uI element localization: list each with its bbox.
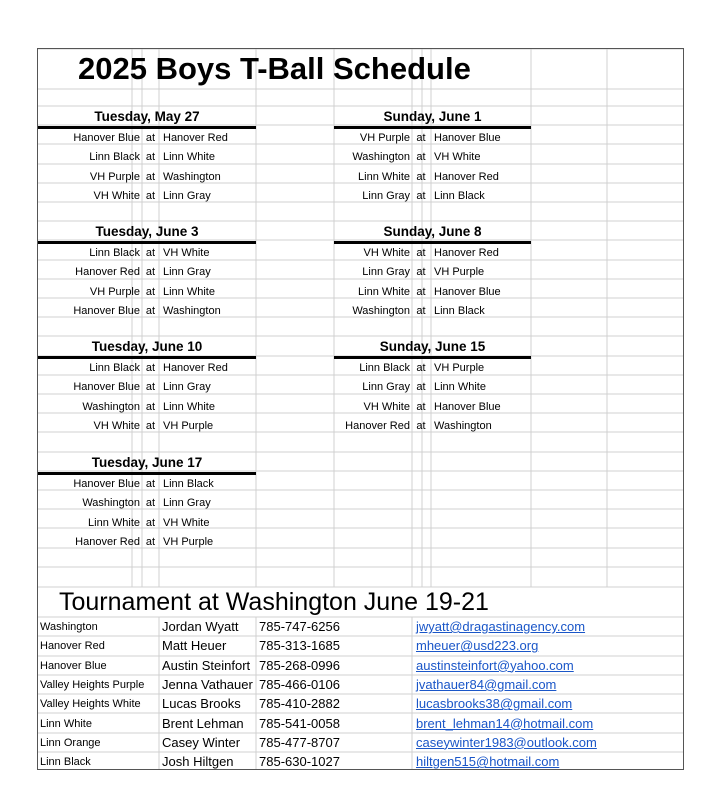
at-label: at bbox=[145, 478, 156, 490]
away-team: Linn Gray bbox=[163, 497, 211, 510]
contact-email-link[interactable]: hiltgen515@hotmail.com bbox=[416, 754, 560, 770]
contact-phone: 785-268-0996 bbox=[259, 657, 340, 673]
at-label: at bbox=[416, 400, 426, 413]
at-label: at bbox=[145, 132, 156, 144]
contact-phone: 785-747-6256 bbox=[259, 619, 340, 634]
page-title: 2025 Boys T-Ball Schedule bbox=[78, 51, 471, 86]
contact-coach: Josh Hiltgen bbox=[162, 754, 234, 770]
away-team: Linn White bbox=[434, 381, 486, 394]
at-label: at bbox=[416, 247, 426, 259]
header-underline bbox=[38, 472, 256, 475]
home-team: Hanover Blue bbox=[73, 132, 140, 144]
header-underline bbox=[38, 241, 256, 244]
home-team: VH Purple bbox=[89, 285, 140, 298]
contact-coach: Casey Winter bbox=[162, 734, 241, 750]
contact-phone: 785-313-1685 bbox=[259, 638, 340, 654]
home-team: VH White bbox=[363, 400, 410, 413]
day-header: Sunday, June 8 bbox=[383, 224, 482, 239]
tournament-title: Tournament at Washington June 19-21 bbox=[59, 588, 489, 616]
home-team: Linn White bbox=[358, 285, 410, 298]
contact-phone: 785-630-1027 bbox=[259, 754, 340, 770]
home-team: Linn Gray bbox=[362, 381, 410, 394]
at-label: at bbox=[416, 266, 426, 279]
home-team: VH White bbox=[363, 247, 410, 259]
day-header: Tuesday, June 3 bbox=[95, 224, 199, 239]
away-team: VH White bbox=[434, 151, 481, 164]
header-underline bbox=[38, 126, 256, 129]
away-team: VH Purple bbox=[434, 266, 485, 279]
at-label: at bbox=[145, 266, 156, 279]
at-label: at bbox=[416, 132, 426, 144]
away-team: Hanover Red bbox=[434, 170, 499, 183]
at-label: at bbox=[145, 247, 156, 259]
at-label: at bbox=[416, 419, 426, 432]
at-label: at bbox=[145, 304, 156, 317]
header-underline bbox=[334, 126, 531, 129]
contact-email-link[interactable]: jwyatt@dragastinagency.com bbox=[416, 619, 586, 634]
at-label: at bbox=[145, 151, 156, 164]
home-team: Linn Black bbox=[89, 362, 140, 374]
away-team: Linn White bbox=[163, 400, 215, 413]
home-team: Hanover Red bbox=[345, 419, 410, 432]
contact-coach: Austin Steinfort bbox=[162, 657, 251, 673]
contact-phone: 785-466-0106 bbox=[259, 676, 340, 692]
away-team: VH Purple bbox=[434, 362, 485, 374]
home-team: Linn White bbox=[88, 516, 140, 529]
away-team: Hanover Red bbox=[434, 247, 499, 259]
home-team: Hanover Blue bbox=[73, 304, 140, 317]
home-team: VH White bbox=[93, 419, 140, 432]
away-team: Washington bbox=[434, 419, 492, 432]
home-team: Linn Black bbox=[89, 151, 140, 164]
home-team: VH Purple bbox=[89, 170, 140, 183]
home-team: Hanover Blue bbox=[73, 381, 140, 394]
contact-coach: Lucas Brooks bbox=[162, 696, 241, 712]
home-team: Hanover Blue bbox=[73, 478, 140, 490]
day-header: Tuesday, June 17 bbox=[91, 455, 203, 470]
contact-team: Linn Orange bbox=[40, 736, 101, 749]
contact-team: Hanover Red bbox=[40, 640, 105, 653]
header-underline bbox=[334, 356, 531, 359]
away-team: VH Purple bbox=[163, 535, 214, 548]
away-team: Washington bbox=[163, 304, 221, 317]
away-team: Linn Gray bbox=[163, 381, 211, 394]
header-underline bbox=[38, 356, 256, 359]
away-team: Hanover Blue bbox=[434, 132, 501, 144]
contact-phone: 785-477-8707 bbox=[259, 734, 340, 750]
at-label: at bbox=[145, 497, 156, 510]
at-label: at bbox=[145, 285, 156, 298]
at-label: at bbox=[416, 151, 426, 164]
at-label: at bbox=[416, 381, 426, 394]
away-team: Linn Gray bbox=[163, 189, 211, 202]
at-label: at bbox=[145, 419, 156, 432]
home-team: Linn Black bbox=[359, 362, 410, 374]
at-label: at bbox=[145, 516, 156, 529]
away-team: Hanover Red bbox=[163, 132, 228, 144]
away-team: Linn White bbox=[163, 151, 215, 164]
contact-coach: Matt Heuer bbox=[162, 638, 227, 654]
away-team: Hanover Red bbox=[163, 362, 228, 374]
home-team: Washington bbox=[352, 304, 410, 317]
at-label: at bbox=[145, 381, 156, 394]
home-team: Hanover Red bbox=[75, 535, 140, 548]
contact-email-link[interactable]: caseywinter1983@outlook.com bbox=[416, 734, 597, 750]
contact-coach: Jordan Wyatt bbox=[162, 619, 239, 634]
away-team: Linn Black bbox=[434, 304, 485, 317]
away-team: Linn Black bbox=[163, 478, 214, 490]
at-label: at bbox=[416, 285, 426, 298]
home-team: Washington bbox=[352, 151, 410, 164]
home-team: Hanover Red bbox=[75, 266, 140, 279]
spreadsheet bbox=[37, 48, 684, 770]
at-label: at bbox=[416, 304, 426, 317]
away-team: Linn Gray bbox=[163, 266, 211, 279]
contact-team: Valley Heights Purple bbox=[40, 678, 145, 691]
day-header: Tuesday, May 27 bbox=[94, 109, 200, 124]
away-team: Linn White bbox=[163, 285, 215, 298]
home-team: Linn White bbox=[358, 170, 410, 183]
at-label: at bbox=[416, 170, 426, 183]
header-underline bbox=[334, 241, 531, 244]
home-team: Linn Black bbox=[89, 247, 140, 259]
contact-team: Linn White bbox=[40, 717, 92, 730]
contact-email-link[interactable]: lucasbrooks38@gmail.com bbox=[416, 696, 573, 712]
away-team: VH Purple bbox=[163, 419, 214, 432]
home-team: VH Purple bbox=[359, 132, 410, 144]
contact-team: Washington bbox=[40, 621, 98, 633]
contact-phone: 785-541-0058 bbox=[259, 715, 340, 731]
contact-team: Linn Black bbox=[40, 756, 91, 769]
contact-coach: Jenna Vathauer bbox=[162, 676, 253, 692]
contact-team: Valley Heights White bbox=[40, 698, 141, 711]
away-team: VH White bbox=[163, 516, 210, 529]
away-team: Washington bbox=[163, 170, 221, 183]
contact-email-link[interactable]: brent_lehman14@hotmail.com bbox=[416, 715, 594, 731]
contact-email-link[interactable]: mheuer@usd223.org bbox=[416, 638, 539, 654]
at-label: at bbox=[416, 362, 426, 374]
contact-team: Hanover Blue bbox=[40, 659, 107, 672]
home-team: VH White bbox=[93, 189, 140, 202]
day-header: Sunday, June 1 bbox=[383, 109, 482, 124]
at-label: at bbox=[145, 189, 156, 202]
at-label: at bbox=[145, 362, 156, 374]
day-header: Tuesday, June 10 bbox=[91, 339, 203, 354]
home-team: Linn Gray bbox=[362, 266, 410, 279]
away-team: VH White bbox=[163, 247, 210, 259]
contact-email-link[interactable]: jvathauer84@gmail.com bbox=[416, 676, 557, 692]
away-team: Hanover Blue bbox=[434, 285, 501, 298]
at-label: at bbox=[145, 400, 156, 413]
away-team: Hanover Blue bbox=[434, 400, 501, 413]
home-team: Linn Gray bbox=[362, 189, 410, 202]
contact-coach: Brent Lehman bbox=[162, 715, 244, 731]
home-team: Washington bbox=[82, 497, 140, 510]
at-label: at bbox=[145, 535, 156, 548]
away-team: Linn Black bbox=[434, 189, 485, 202]
home-team: Washington bbox=[82, 400, 140, 413]
day-header: Sunday, June 15 bbox=[379, 339, 486, 354]
contact-phone: 785-410-2882 bbox=[259, 696, 340, 712]
at-label: at bbox=[145, 170, 156, 183]
contact-email-link[interactable]: austinsteinfort@yahoo.com bbox=[416, 657, 574, 673]
at-label: at bbox=[416, 189, 426, 202]
